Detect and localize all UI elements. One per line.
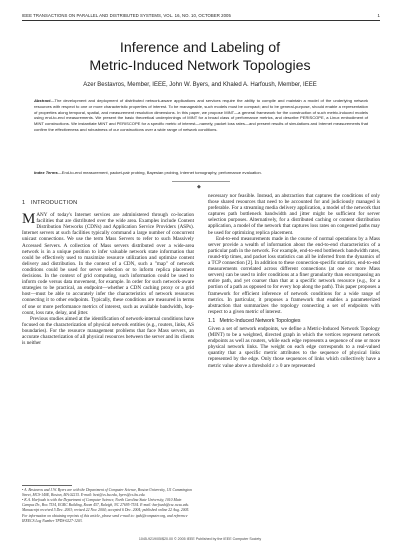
- intro-paragraph-2: Previous studies aimed at the identification of network-internal conditions have focused on the characterization of physical network entities (e.g., routers, links, AS boundaries). For the resource management problems that face Mass servers, an accurate characterization of all physical resources between the server and its clients is neither: [22, 315, 194, 347]
- title-line-1: Inference and Labeling of: [119, 40, 281, 56]
- left-column: [22, 200, 194, 346]
- page-footer: 1045-9219/05/$20.00 © 2005 IEEE Published by the IEEE Computer Society: [138, 537, 262, 541]
- author-list: Azer Bestavros, Member, IEEE, John W. Byers, and Khaled A. Harfoush, Member, IEEE: [83, 82, 317, 88]
- section-divider: [172, 181, 230, 182]
- right-paragraph-1: necessary nor feasible. Instead, an abstraction that captures the conditions of only those shared resources that need to be accounted for and judiciously managed is preferable. For a streaming media delivery application, a model of the network that captures path bottleneck bandwidth and jitter might be sufficient for server selection purposes. Alternatively, for a distributed caching or content distribution application, a model of the network that captures loss rates on congested paths may be used for optimizing replica placement.: [208, 193, 380, 236]
- section-title: INTRODUCTION: [30, 200, 78, 206]
- abstract: [34, 98, 368, 133]
- section-number: 1: [22, 200, 26, 206]
- abstract-text: —The development and deployment of distributed network-aware applications and services require the ability to compile and maintain a model of the underlying network resources with respect to one or more characteristic properties of interest. To be manageable, such models must be compact; and to be general-purpose, should enable a representation of properties along temporal, spatial, and measurement resolution dimensions. In this paper, we propose MINT—a general framework for the construction of such metric-induced models using end-to-end measurements. We present the basic theoretical underpinnings of MINT for a broad class of performance metrics, and describe PERISCOPE, a Linux embodiment of MINT constructions. We instantiate MINT and PERISCOPE for a specific metric of interest—namely, packet loss rates—and present results of simulations and Internet measurements that confirm the effectiveness and robustness of our constructions over a wide range of network conditions.: [34, 98, 368, 132]
- abstract-label: Abstract: [34, 98, 51, 103]
- subsection-number: 1.1: [208, 317, 216, 324]
- right-paragraph-2: End-to-end measurements made in the course of normal operations by a Mass server provide a wealth of information about the end-to-end characteristics of a particular path in the network. For example, end-to-end bottleneck bandwidth rates, round-trip times, and packet loss statistics can all be inferred from the dynamics of a TCP connection [2]. In addition to these connection-specific statistics, end-to-end measurements correlated across different connections (at one or more Mass servers) can be used to infer conditions at a finer granularity than encompassing an entire path, and yet coarser than that at a specific network resource (e.g., for a portion of a path as opposed to for every hop along the path). This paper proposes a framework for efficient inference of network conditions for a wide range of metrics. In particular, it proposes a framework that enables a parameterized abstraction that summarizes the topology connecting a set of endpoints with respect to a given metric of interest.: [208, 235, 381, 315]
- drop-cap: M: [22, 211, 36, 228]
- section-heading: [22, 200, 194, 206]
- footnotes: [22, 488, 194, 524]
- index-terms: [34, 170, 368, 176]
- right-column: [208, 193, 380, 369]
- footnote-reprints: For information on obtaining reprints of this article, please send e-mail to: tpds@computer.org, and reference IEEECS Log Number TPDS-0227-1203.: [22, 513, 188, 523]
- header-rule: [22, 20, 380, 21]
- footnote-manuscript-dates: Manuscript received 5 Dec. 2003; revised 22 Nov. 2004; accepted 6 Dec. 2004; published online 22 Aug. 2005.: [22, 508, 190, 513]
- subsection-heading: [208, 318, 380, 324]
- subsection-title: Metric-Induced Network Topologies: [219, 317, 301, 324]
- running-header: [22, 13, 380, 18]
- intro-paragraph-1: [22, 212, 194, 316]
- footnote-rule: [22, 485, 72, 486]
- journal-name: IEEE TRANSACTIONS ON PARALLEL AND DISTRIBUTED SYSTEMS, VOL. 16, NO. 10, OCTOBER 2005: [22, 13, 231, 18]
- footnote-affiliation-2: • K.A. Harfoush is with the Department of Computer Science, North Carolina State University, 1010 Main Campus Dr., Box 7534, EGRC Building, Room 457, Raleigh, NC 27695-7534. E-mail: harfoush@csc.ncsu.edu.: [22, 498, 190, 507]
- right-paragraph-3: Given a set of network endpoints, we define a Metric-Induced Network Topology (MINT) to be a weighted, directed graph in which the vertices represent network endpoints as well as routers, while each edge represents a sequence of one or more physical network links. The weight on each edge corresponds to a real-valued quantity that a specific metric attributes to the sequence of physical links represented by the edge. Only those sequences of links which collectively have a metric value above a threshold ε ≥ 0 are represented: [208, 325, 380, 369]
- index-terms-label: Index Terms: [34, 170, 58, 175]
- intro-paragraph-1-text: ANY of today's Internet services are administered through co-location facilities that are distributed over the wide area. Examples include Content Distribution Networks (CDNs) and Application Service Providers (ASPs). Internet servers at such facilities typically command a large number of concurrent unicast connections. We use the term Mass Servers to refer to such Massively Accessed Servers. A collection of Mass servers distributed over a wide-area network is in a unique position to infer valuable network state information that could be effectively used to maximize resource utilization and optimize content delivery and distribution. In the context of a CDN, such a "map" of network conditions could be used for server selection or to inform replica placement decisions. In the context of grid computing, such information could be used to inform code versus data movement, for example. In order for such network-aware strategies to be practical, an endpoint—whether a CDN caching proxy or a grid host—must be able to accurately infer the characteristics of network resources connecting it to other endpoints. Typically, these conditions are measured in terms of one or more performance metrics of interest, such as available bandwidth, hop-count, loss rate, delay, and jitter.: [22, 212, 194, 316]
- footnote-affiliation-1: • A. Bestavros and J.W. Byers are with the Department of Computer Science, Boston University, 111 Cummington Street, MCS-140E, Boston, MA 02215. E-mail: best@cs.bu.edu, byers@cs.bu.edu.: [22, 488, 192, 497]
- divider-diamond-icon: ◆: [197, 184, 201, 190]
- title-line-2: Metric-Induced Network Topologies: [89, 57, 311, 74]
- index-terms-text: —End-to-end measurement, packet-pair probing, Bayesian probing, Internet tomography, performance evaluation.: [57, 170, 262, 175]
- page-number: 1: [377, 13, 380, 18]
- paper-title: [0, 40, 400, 75]
